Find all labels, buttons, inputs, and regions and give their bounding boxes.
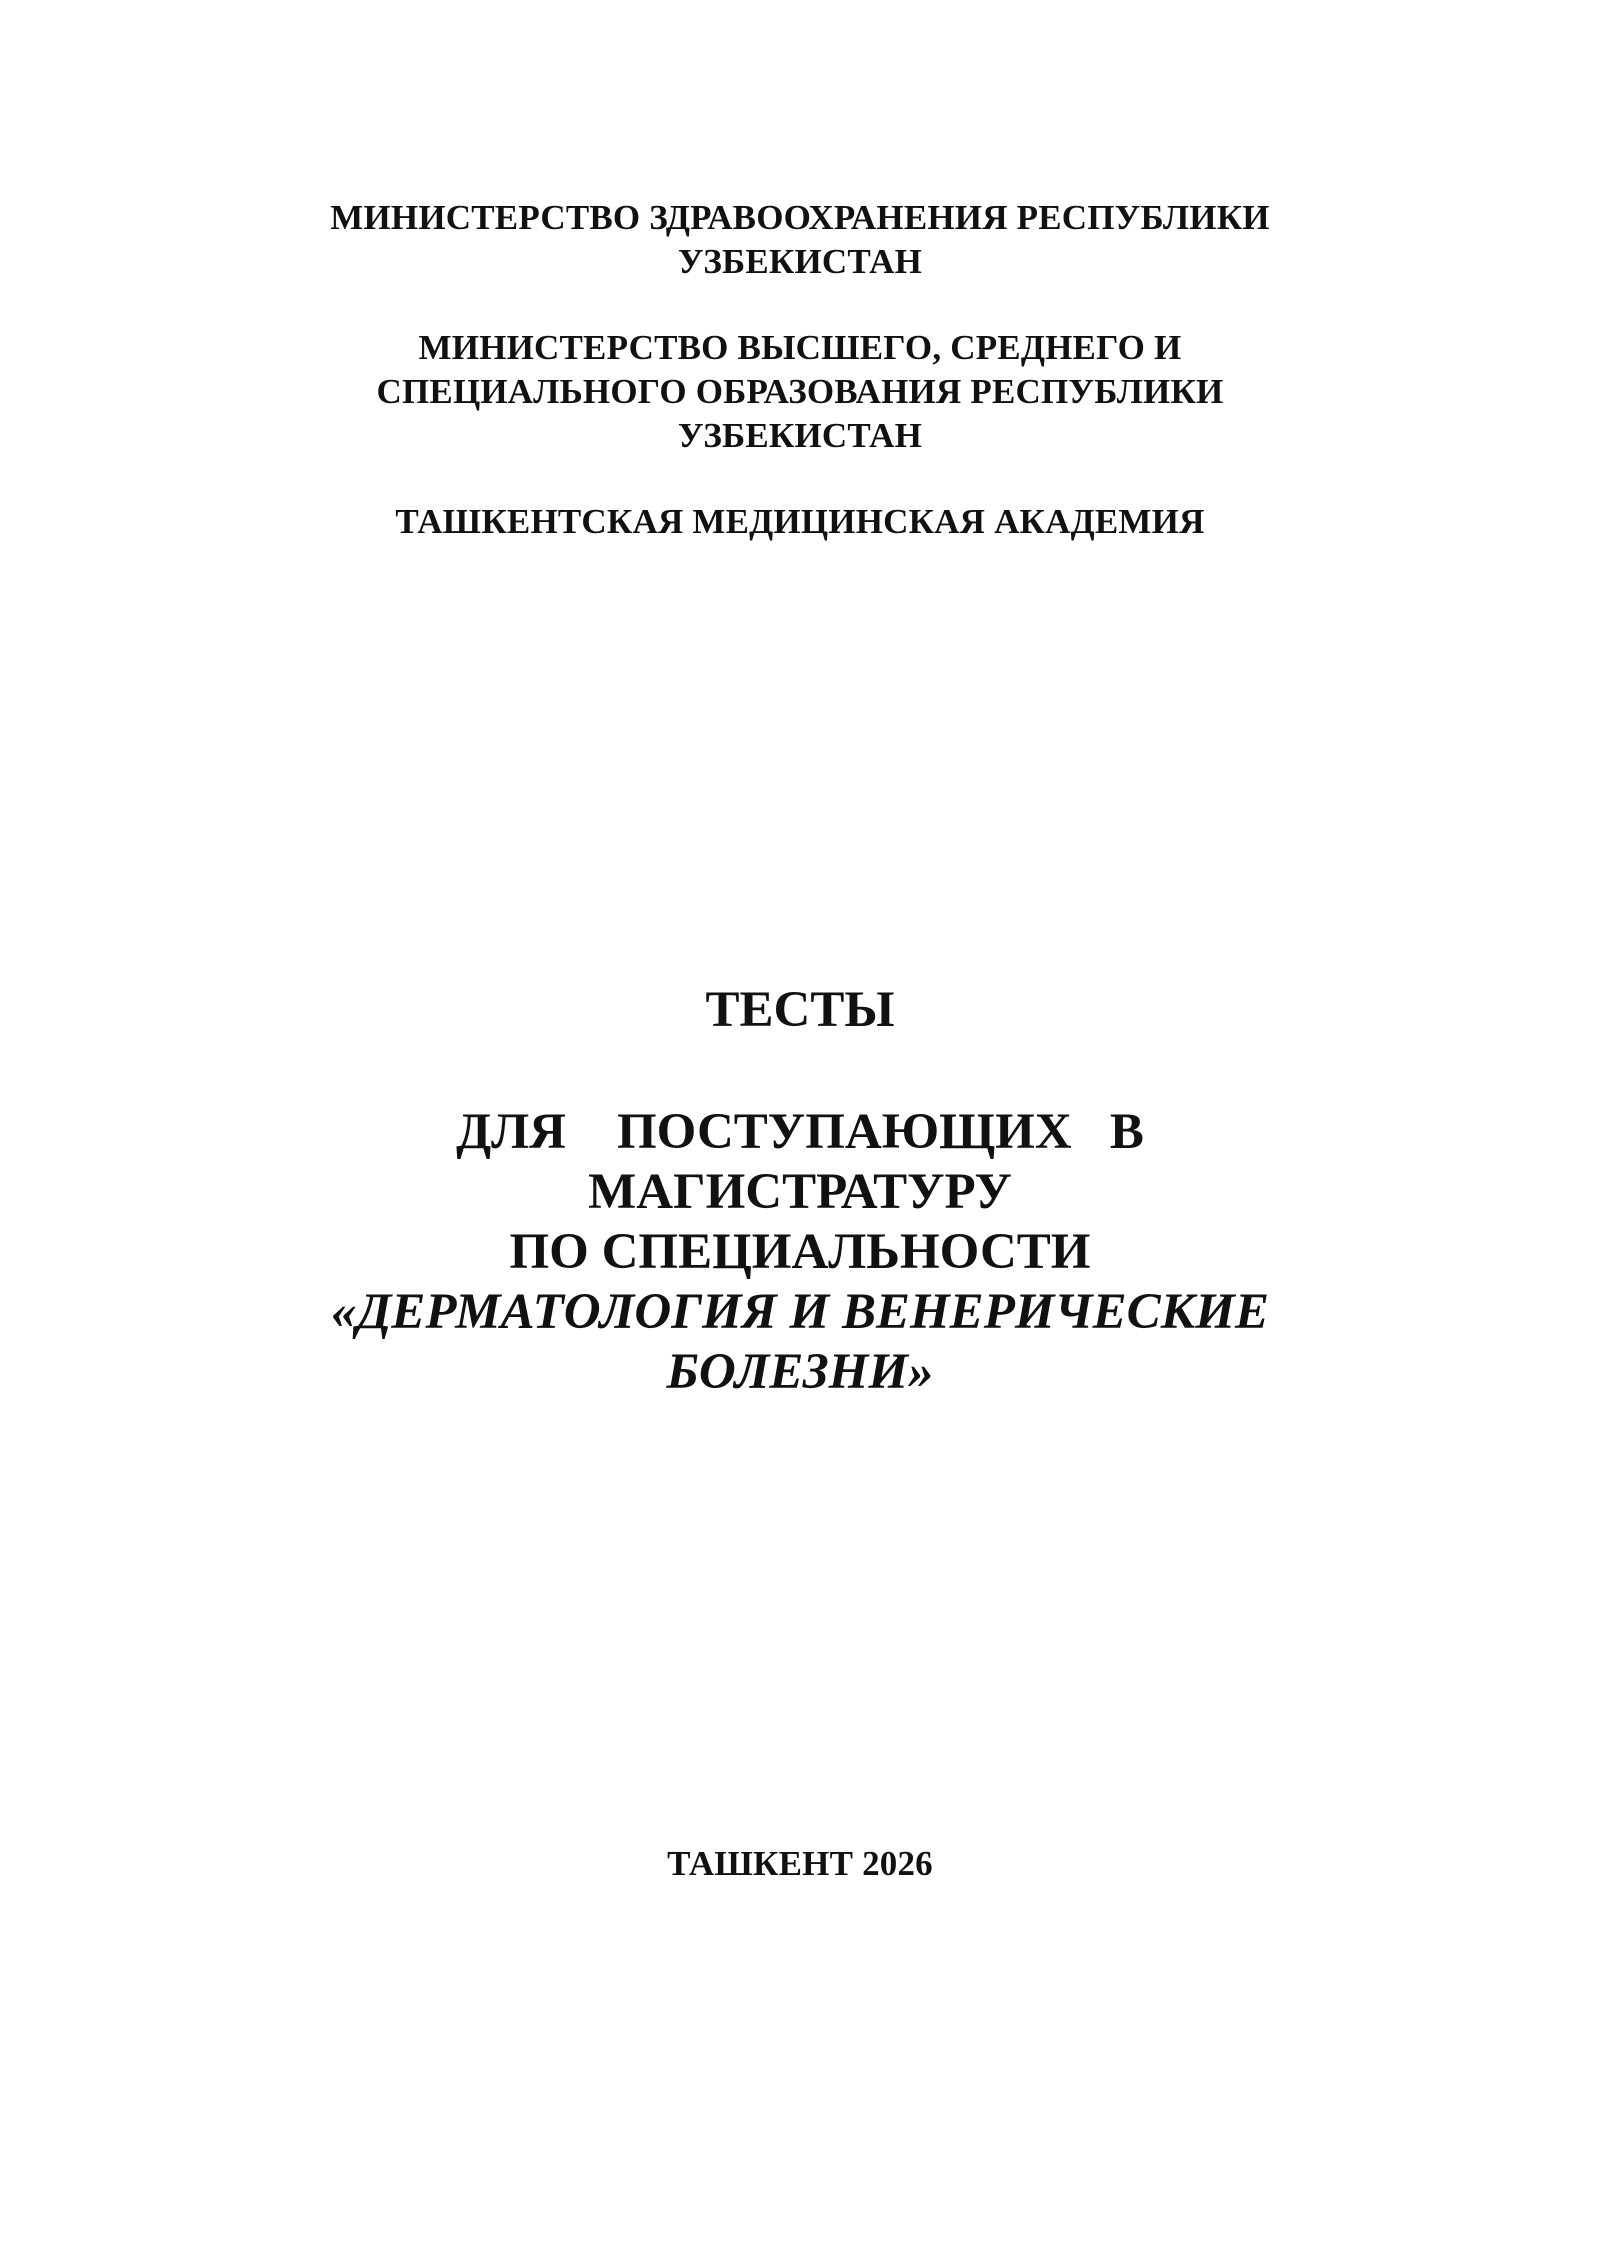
specialty-line-2: БОЛЕЗНИ»: [666, 1344, 934, 1400]
document-subtitle: [0, 1102, 1600, 1402]
subtitle-line-3: ПО СПЕЦИАЛЬНОСТИ: [509, 1224, 1091, 1280]
document-title-text: ТЕСТЫ: [705, 982, 895, 1038]
specialty-line-1: «ДЕРМАТОЛОГИЯ И ВЕНЕРИЧЕСКИЕ: [331, 1284, 1269, 1340]
academy-heading: [0, 500, 1600, 544]
place-year-text: ТАШКЕНТ 2026: [667, 1844, 933, 1883]
academy-name: ТАШКЕНТСКАЯ МЕДИЦИНСКАЯ АКАДЕМИЯ: [395, 502, 1205, 541]
subtitle-line-2: МАГИСТРАТУРУ: [588, 1164, 1012, 1220]
subtitle-line-1: ДЛЯ ПОСТУПАЮЩИХ В: [456, 1104, 1144, 1160]
ministry-education-heading: [0, 326, 1600, 458]
place-and-year: [0, 1842, 1600, 1886]
document-title: [0, 980, 1600, 1040]
ministry-health-heading: [0, 196, 1600, 284]
ministry-education-line-2: СПЕЦИАЛЬНОГО ОБРАЗОВАНИЯ РЕСПУБЛИКИ: [376, 372, 1224, 411]
ministry-health-line-1: МИНИСТЕРСТВО ЗДРАВООХРАНЕНИЯ РЕСПУБЛИКИ: [330, 198, 1270, 237]
ministry-education-line-3: УЗБЕКИСТАН: [677, 416, 923, 455]
ministry-health-line-2: УЗБЕКИСТАН: [677, 242, 923, 281]
ministry-education-line-1: МИНИСТЕРСТВО ВЫСШЕГО, СРЕДНЕГО И: [418, 328, 1182, 367]
